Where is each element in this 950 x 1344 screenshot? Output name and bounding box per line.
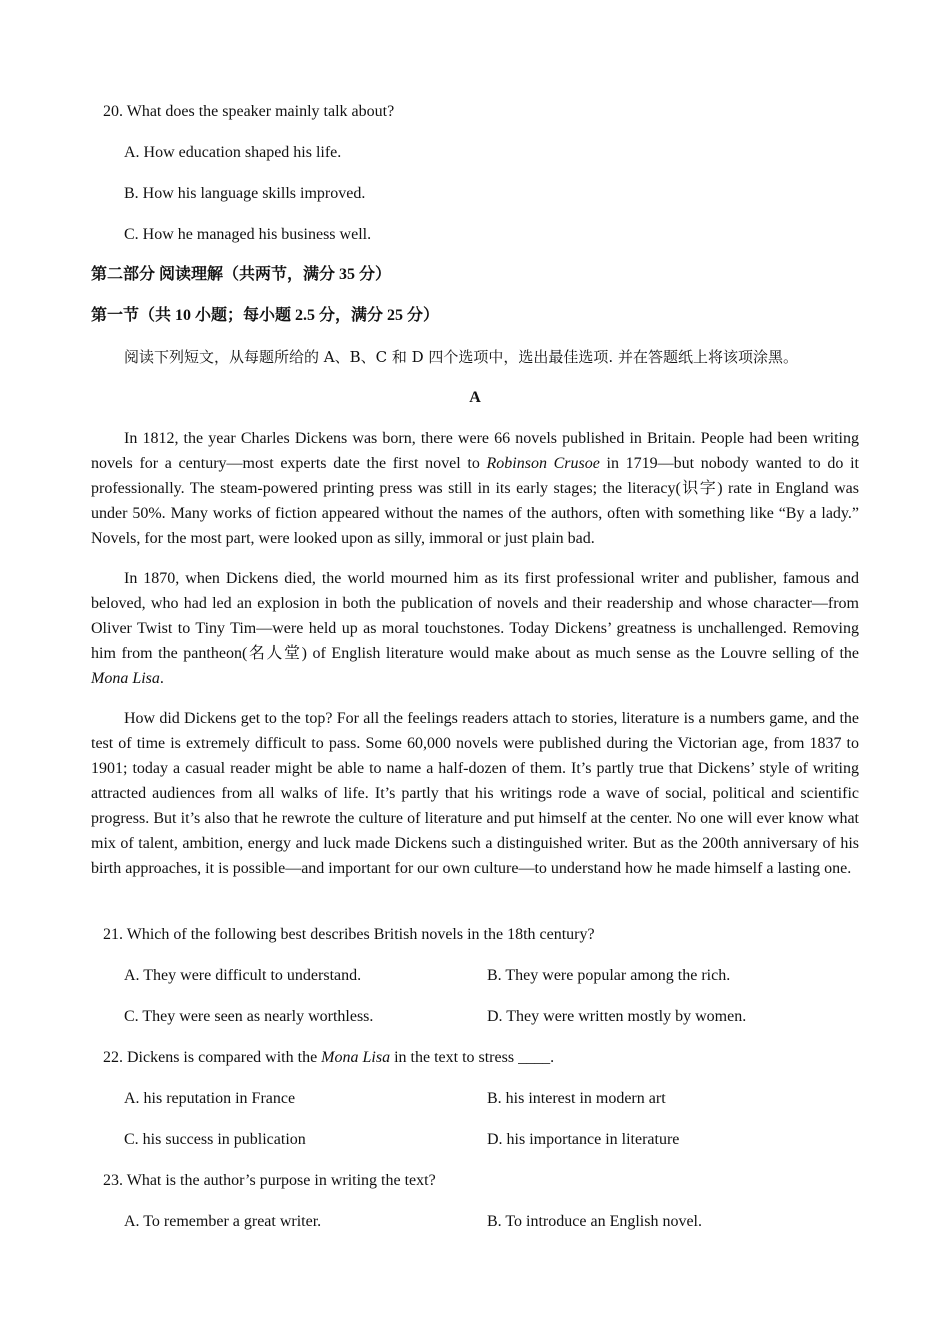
- q22-option-a: A. his reputation in France: [124, 1090, 296, 1107]
- q21-option-d: D. They were written mostly by women.: [487, 1008, 747, 1025]
- q20-option-c: C. How he managed his business well.: [124, 226, 372, 243]
- q23-option-b: B. To introduce an English novel.: [487, 1213, 702, 1230]
- q20-option-a: A. How education shaped his life.: [124, 144, 342, 161]
- section1-heading: 第一节（共 10 小题；每小题 2.5 分，满分 25 分）: [91, 307, 440, 324]
- passage-paragraph-3: How did Dickens get to the top? For all the feelings readers attach to stories, literature is a numbers game, and the test of time is extremely difficult to pass. Some 60,000 novels were published during the Victorian age, from 1837 to 1901; today a casual reader might be able to name a half-dozen of them. It’s partly true that Dickens’ style of writing attracted audiences from all walks of life. It’s partly that his writings rode a wave of social, political and scientific progress. But it’s also that he rewrote the culture of literature and put himself at the center. No one will ever know what mix of talent, ambition, energy and luck made Dickens such a distinguished writer. But as the 200th anniversary of his birth approaches, it is possible—and important for our own culture—to understand how he made himself a lasting one.: [91, 710, 859, 877]
- q20-option-b: B. How his language skills improved.: [124, 185, 366, 202]
- part2-heading: 第二部分 阅读理解（共两节，满分 35 分）: [91, 266, 392, 283]
- question-20: 20. What does the speaker mainly talk about?: [103, 103, 395, 120]
- question-22: 22. Dickens is compared with the Mona Lisa in the text to stress ____.: [103, 1049, 555, 1066]
- question-23: 23. What is the author’s purpose in writing the text?: [103, 1172, 436, 1189]
- q21-option-a: A. They were difficult to understand.: [124, 967, 362, 984]
- q23-option-a: A. To remember a great writer.: [124, 1213, 322, 1230]
- q22-option-d: D. his importance in literature: [487, 1131, 680, 1148]
- passage-paragraph-2: In 1870, when Dickens died, the world mourned him as its first professional writer and publisher, famous and beloved, who had led an explosion in both the publication of novels and their readership and whose character—from Oliver Twist to Tiny Tim—were held up as moral touchstones. Today Dickens’ greatness is unchallenged. Removing him from the pantheon(名人堂) of English literature would make about as much sense as the Louvre selling of the Mona Lisa.: [91, 570, 859, 687]
- passage-paragraph-1: In 1812, the year Charles Dickens was born, there were 66 novels published in Britain. People had been writing novels for a century—most experts date the first novel to Robinson Crusoe in 1719—but nobody wanted to do it professionally. The steam-powered printing press was still in its early stages; the literacy(识字) rate in England was under 50%. Many works of fiction appeared without the names of the authors, often with something like “By a lady.” Novels, for the most part, were looked upon as silly, immoral or just plain bad.: [91, 430, 859, 547]
- instructions: 阅读下列短文，从每题所给的 A、B、C 和 D 四个选项中，选出最佳选项. 并在答题纸上将该项涂黑。: [124, 348, 798, 366]
- q22-option-c: C. his success in publication: [124, 1131, 306, 1148]
- passage-label: A: [469, 389, 481, 406]
- q21-option-b: B. They were popular among the rich.: [487, 967, 731, 984]
- q22-option-b: B. his interest in modern art: [487, 1090, 666, 1107]
- question-21: 21. Which of the following best describes British novels in the 18th century?: [103, 926, 595, 943]
- q21-option-c: C. They were seen as nearly worthless.: [124, 1008, 374, 1025]
